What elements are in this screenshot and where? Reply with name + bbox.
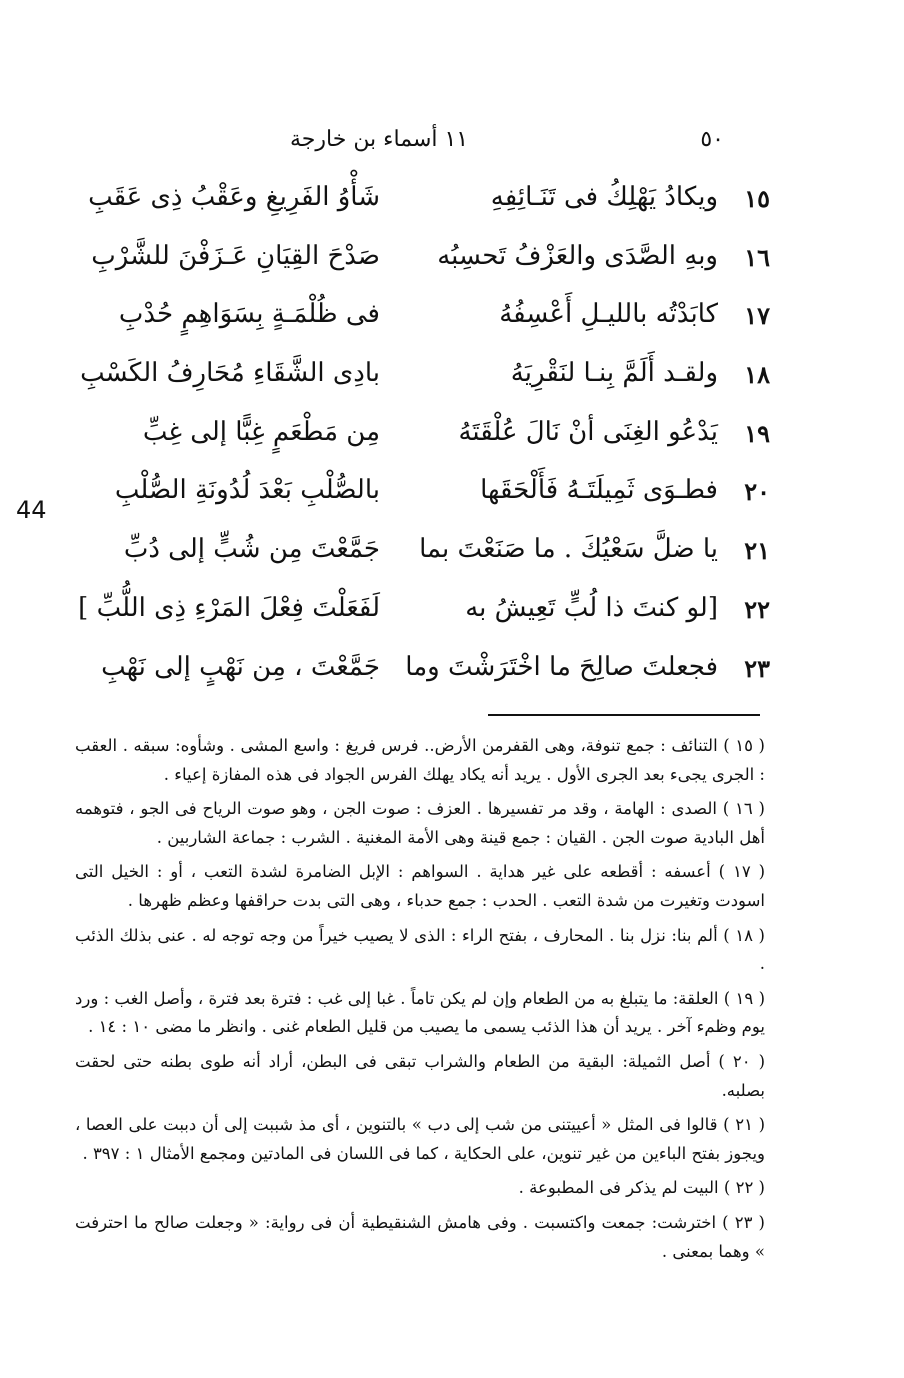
footnote: ( ٢١ ) قالوا فى المثل « أعييتنى من شب إلى دب » بالتنوين ، أى مذ شببت إلى أن دببت على العصا ، ويجوز بفتح الباءين من غير تنوين، على الحكاية ، كما فى اللسان فى المادتين ومجمع الأمثال ١ : ٣٩٧ . [75,1115,766,1163]
verse-first-hemistich: وبهِ الصَّدَى والعَزْفُ تَحسِبُه [437,240,718,271]
verse-second-hemistich: فى ظُلْمَـةٍ بِسَوَاهِمٍ حُدْبِ [118,299,380,330]
margin-page-reference: 44 [16,496,47,524]
verse-second-hemistich: جَمَّعْتَ مِن شُبٍّ إلى دُبِّ [123,534,380,565]
verse-second-hemistich: مِن مَطْعَمٍ غِبًّا إلى غِبِّ [142,416,380,447]
verse-number: ١٦ [744,242,770,272]
verse-number: ١٧ [744,301,770,331]
verse-line [70,530,770,589]
verse-first-hemistich: ولقـد أَلَمَّ بِنـا لنَقْرِيَهُ [510,358,718,389]
verse-number: ٢٠ [744,477,770,507]
footnote: ( ١٦ ) الصدى : الهامة ، وقد مر تفسيرها . العزف : صوت الجن ، وهو صوت الرياح فى الجو ، فتوهمه أهل البادية صوت الجن . القيان : جمع قينة وهى الأمة المغنية . الشرب : جماعة الشاربين . [75,799,765,847]
running-title: ١١ أسماء بن خارجة [290,127,469,152]
verse-second-hemistich: بالصُّلْبِ بَعْدَ لُدُونَةِ الصُّلْبِ [114,475,380,506]
verse-line [70,295,770,354]
verse-second-hemistich: بادِى الشَّقَاءِ مُحَارِفُ الكَسْبِ [80,358,380,389]
footnote: ( ١٥ ) التنائف : جمع تنوفة، وهى القفرمن الأرض.. فرس فريغ : واسع المشى . وشأوه: سبقه . العقب : الجرى يجىء بعد الجرى الأول . يريد أنه يكاد يهلك الفرس الجواد فى هذه المفازة إعياء . [75,736,765,784]
verse-first-hemistich: فطـوَى ثَمِيلَتَـهُ فَأَلْحَقَها [480,475,718,506]
verse-number: ٢٢ [744,594,770,624]
verse-line [70,178,770,237]
verse-line [70,648,770,707]
verse-first-hemistich: يا ضلَّ سَعْيُكَ . ما صَنَعْتَ بما [419,534,718,565]
verse-number: ٢٣ [744,653,770,683]
verse-line [70,471,770,530]
verse-line [70,589,770,648]
footnote: ( ١٨ ) ألم بنا: نزل بنا . المحارف ، بفتح الراء : الذى لا يصيب خيراً من وجه توجه له . عنى بذلك الذئب . [75,925,765,974]
verse-first-hemistich: فجعلتَ صالِحَ ما اخْتَرَشْتَ وما [405,651,718,682]
footnote: ( ١٧ ) أعسفه : أقطعه على غير هداية . السواهم : الإبل الضامرة لشدة التعب ، أو : الخيل التى اسودت وتغيرت من شدة التعب . الحدب : جمع حدباء ، وهى التى بدت حراقفها وعظم ظهرها . [75,862,766,910]
verse-second-hemistich: صَدْحَ القِيَانِ عَـزَفْنَ للشَّرْبِ [91,240,380,271]
footnote: ( ٢٠ ) أصل الثميلة: البقية من الطعام والشراب تبقى فى البطن، أراد أنه طوى بطنه حتى لحقت بصلبه. [75,1051,766,1100]
verse-line [70,354,770,413]
footnotes [75,732,765,1272]
page-number: ٥٠ [700,127,724,152]
verse-number: ١٩ [744,418,770,448]
poem-verses [70,178,770,706]
footnote: ( ١٩ ) العلقة: ما يتبلغ به من الطعام وإن لم يكن تاماً . غبا إلى غب : فترة بعد فترة ، وأصل الغب : ورد يوم وظمء آخر . يريد أن هذا الذئب يسمى ما يصيب من قليل الطعام غنى . وانظر ما مضى ١٠ : ١٤ . [75,988,766,1037]
verse-second-hemistich: شَأْوُ الفَرِيغِ وعَقْبُ ذِى عَقَبِ [88,182,380,212]
verse-second-hemistich: لَفَعَلْتَ فِعْلَ المَرْءِ ذِى اللُّبِّ ] [78,592,380,623]
verse-first-hemistich: ويكادُ يَهْلِكُ فى تَنَـائِفِهِ [490,182,718,212]
footnote: ( ٢٢ ) البيت لم يذكر فى المطبوعة . [518,1178,765,1198]
verse-first-hemistich: كابَدْتُه بالليـلِ أَعْسِفُهُ [499,299,718,330]
page-header [0,127,904,161]
verse-number: ٢١ [744,536,770,566]
verse-number: ١٨ [744,360,770,390]
verse-first-hemistich: يَدْعُو الغِنَى أنْ نَالَ عُلْقَتَهُ [458,416,718,447]
verse-line [70,237,770,296]
footnote: ( ٢٣ ) اخترشت: جمعت واكتسبت . وفى هامش الشنقيطية أن فى رواية: « وجعلت صالح ما احترفت » وهما بمعنى . [75,1212,765,1261]
footnote-divider [488,714,760,716]
verse-line [70,413,770,472]
verse-number: ١٥ [744,184,770,213]
verse-first-hemistich: [لو كنتَ ذا لُبٍّ تَعِيشُ به [465,592,718,623]
verse-second-hemistich: جَمَّعْتَ ، مِن نَهْبٍ إلى نَهْبِ [101,651,380,682]
